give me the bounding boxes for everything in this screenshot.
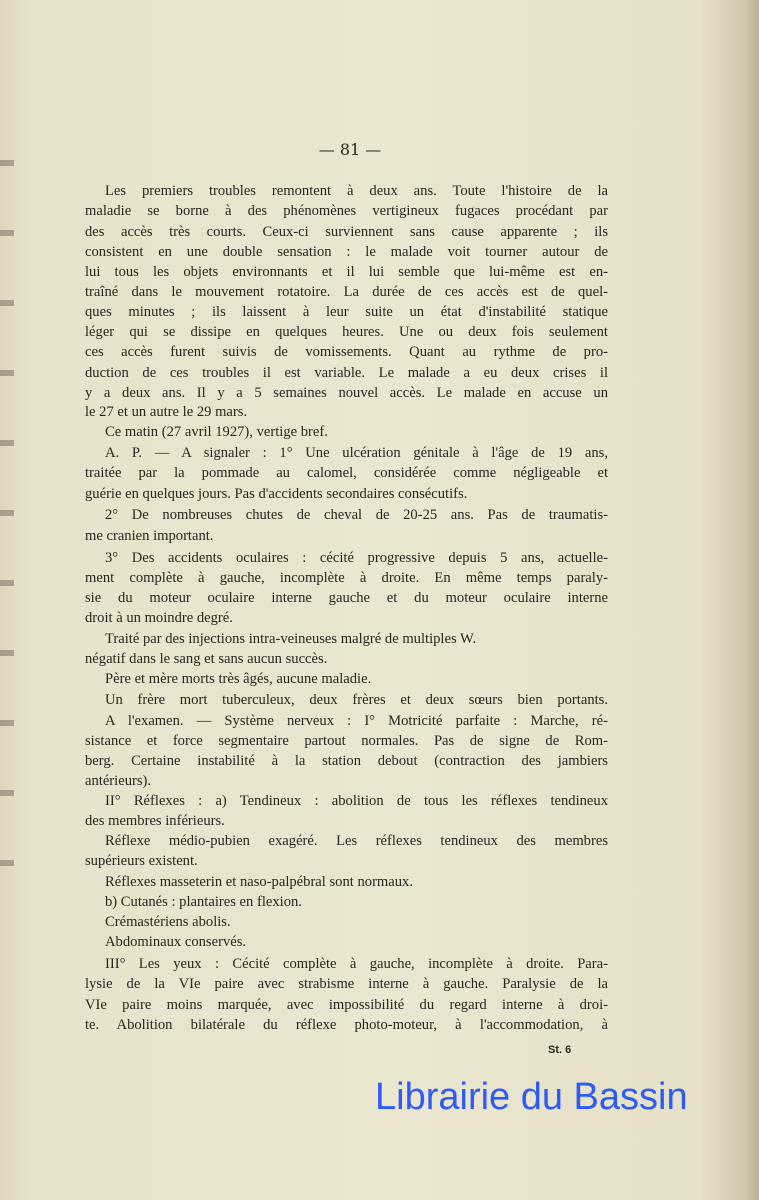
text-line: II° Réflexes : a) Tendineux : abolition de tous les réflexes tendineux bbox=[105, 793, 608, 809]
text-line: Traité par des injections intra-veineuses malgré de multiples W. bbox=[105, 631, 477, 647]
text-line: traitée par la pommade au calomel, considérée comme négligeable et bbox=[85, 465, 608, 481]
text-line: ces accès furent suivis de vomissements. Quant au rythme de pro- bbox=[85, 344, 608, 360]
text-line: ques minutes ; ils laissent à leur suite un état d'instabilité statique bbox=[85, 304, 608, 320]
text-line: négatif dans le sang et sans aucun succès. bbox=[85, 651, 328, 667]
text-line: Ce matin (27 avril 1927), vertige bref. bbox=[105, 424, 328, 440]
text-line: guérie en quelques jours. Pas d'accidents secondaires consécutifs. bbox=[85, 486, 468, 502]
text-line: léger qui se dissipe en quelques heures. Une ou deux fois seulement bbox=[85, 324, 608, 340]
text-line: Père et mère morts très âgés, aucune maladie. bbox=[105, 671, 372, 687]
binding-edge-marks bbox=[0, 120, 14, 920]
text-line: Abdominaux conservés. bbox=[105, 934, 247, 950]
text-line: duction de ces troubles il est variable. Le malade a eu deux crises il bbox=[85, 365, 608, 381]
text-line: sie du moteur oculaire interne gauche et du moteur oculaire interne bbox=[85, 590, 608, 606]
text-line: Les premiers troubles remontent à deux ans. Toute l'histoire de la bbox=[105, 183, 608, 199]
text-line: Crémastériens abolis. bbox=[105, 914, 231, 930]
text-line: III° Les yeux : Cécité complète à gauche, incomplète à droite. Para- bbox=[105, 956, 608, 972]
text-line: VIe paire moins marquée, avec impossibilité du regard interne à droi- bbox=[85, 997, 608, 1013]
text-line: consistent en une double sensation : le malade voit tourner autour de bbox=[85, 244, 608, 260]
text-line: traîné dans le mouvement rotatoire. La durée de ces accès est de quel- bbox=[85, 284, 608, 300]
text-line: te. Abolition bilatérale du réflexe photo-moteur, à l'accommodation, à bbox=[85, 1017, 608, 1033]
page-number: — 81 — bbox=[318, 140, 382, 159]
text-line: b) Cutanés : plantaires en flexion. bbox=[105, 894, 302, 910]
text-line: des accès très courts. Ceux-ci surviennent sans cause apparente ; ils bbox=[85, 224, 608, 240]
text-line: A. P. — A signaler : 1° Une ulcération génitale à l'âge de 19 ans, bbox=[105, 445, 608, 461]
text-line: lysie de la VIe paire avec strabisme interne à gauche. Paralysie de la bbox=[85, 976, 608, 992]
text-line: Réflexe médio-pubien exagéré. Les réflexes tendineux des membres bbox=[105, 833, 608, 849]
text-line: y a deux ans. Il y a 5 semaines nouvel accès. Le malade en accuse un bbox=[85, 385, 608, 401]
text-line: Un frère mort tuberculeux, deux frères et deux sœurs bien portants. bbox=[105, 692, 608, 708]
watermark: Librairie du Bassin bbox=[375, 1076, 688, 1118]
text-line: supérieurs existent. bbox=[85, 853, 198, 869]
signature-mark: St. 6 bbox=[548, 1044, 572, 1056]
text-line: droit à un moindre degré. bbox=[85, 610, 233, 626]
text-line: lui tous les objets environnants et il lui semble que lui-même est en- bbox=[85, 264, 608, 280]
text-line: 2° De nombreuses chutes de cheval de 20-25 ans. Pas de traumatis- bbox=[105, 507, 608, 523]
text-line: des membres inférieurs. bbox=[85, 813, 225, 829]
text-line: 3° Des accidents oculaires : cécité progressive depuis 5 ans, actuelle- bbox=[105, 550, 608, 566]
text-line: antérieurs). bbox=[85, 773, 152, 789]
text-line: sistance et force segmentaire partout normales. Pas de signe de Rom- bbox=[85, 733, 608, 749]
text-line: me cranien important. bbox=[85, 528, 214, 544]
text-line: berg. Certaine instabilité à la station debout (contraction des jambiers bbox=[85, 753, 608, 769]
text-line: Réflexes masseterin et naso-palpébral sont normaux. bbox=[105, 874, 413, 890]
text-line: A l'examen. — Système nerveux : I° Motricité parfaite : Marche, ré- bbox=[105, 713, 608, 729]
text-line: ment complète à gauche, incomplète à droite. En même temps paraly- bbox=[85, 570, 608, 586]
text-line: maladie se borne à des phénomènes vertigineux fugaces procédant par bbox=[85, 203, 608, 219]
text-line: le 27 et un autre le 29 mars. bbox=[85, 404, 248, 420]
